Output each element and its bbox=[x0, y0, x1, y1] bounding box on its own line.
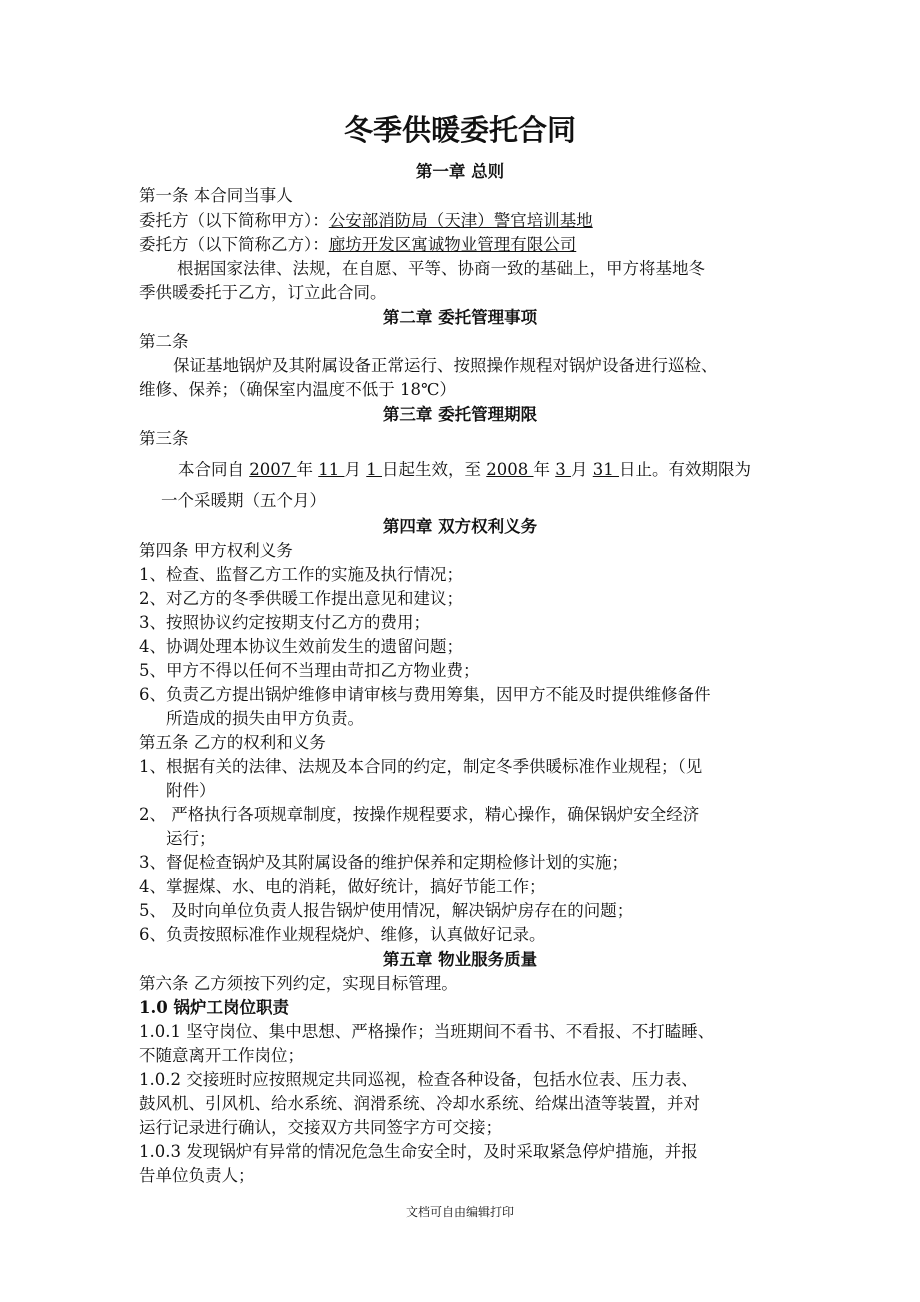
start-day: 1 bbox=[366, 460, 382, 479]
start-year: 2007 bbox=[249, 460, 297, 479]
term-line-1 bbox=[178, 458, 838, 482]
chapter-4-heading: 第四章 双方权利义务 bbox=[382, 517, 538, 536]
article-3: 第三条 bbox=[139, 429, 189, 448]
list-item-continuation: 运行； bbox=[166, 829, 216, 848]
article-1: 第一条 本合同当事人 bbox=[139, 186, 293, 205]
clause-1-0-2-line-1: 1.0.2 交接班时应按照规定共同巡视，检查各种设备，包括水位表、压力表、 bbox=[139, 1070, 698, 1089]
term-text: 本合同自 bbox=[178, 460, 250, 479]
list-item: 6、负责按照标准作业规程烧炉、维修，认真做好记录。 bbox=[139, 925, 546, 944]
start-month: 11 bbox=[318, 460, 345, 479]
article-5: 第五条 乙方的权利和义务 bbox=[139, 733, 326, 752]
preamble-line-1: 根据国家法律、法规，在自愿、平等、协商一致的基础上，甲方将基地冬 bbox=[177, 259, 705, 278]
list-item: 4、协调处理本协议生效前发生的遗留问题； bbox=[139, 637, 463, 656]
term-text: 月 bbox=[344, 460, 367, 479]
clause-1-0-3-line-2: 告单位负责人； bbox=[139, 1166, 255, 1185]
end-year: 2008 bbox=[486, 460, 534, 479]
page-footer: 文档可自由编辑打印 bbox=[405, 1205, 514, 1219]
clause-1-0-1-line-1: 1.0.1 坚守岗位、集中思想、严格操作；当班期间不看书、不看报、不打瞌睡、 bbox=[139, 1022, 715, 1041]
party-a-line bbox=[139, 209, 799, 233]
list-item: 1、检查、监督乙方工作的实施及执行情况； bbox=[139, 565, 463, 584]
clause-1-0-2-line-3: 运行记录进行确认，交接双方共同签字方可交接； bbox=[139, 1118, 502, 1137]
chapter-2-heading: 第二章 委托管理事项 bbox=[382, 308, 538, 327]
article-6: 第六条 乙方须按下列约定，实现目标管理。 bbox=[139, 974, 458, 993]
party-b-line bbox=[139, 233, 799, 257]
chapter-1-heading: 第一章 总则 bbox=[415, 162, 505, 181]
article-2-line-1: 保证基地锅炉及其附属设备正常运行、按照操作规程对锅炉设备进行巡检、 bbox=[173, 356, 718, 375]
term-text: 月 bbox=[571, 460, 593, 479]
list-item: 2、 严格执行各项规章制度，按操作规程要求，精心操作，确保锅炉安全经济 bbox=[139, 805, 700, 824]
article-2-line-2: 维修、保养；（确保室内温度不低于 18℃） bbox=[139, 380, 456, 399]
term-text: 日止。有效期限为 bbox=[619, 460, 751, 479]
article-2: 第二条 bbox=[139, 332, 189, 351]
list-item: 3、督促检查锅炉及其附属设备的维护保养和定期检修计划的实施； bbox=[139, 853, 628, 872]
clause-1-0-3-line-1: 1.0.3 发现锅炉有异常的情况危急生命安全时，及时采取紧急停炉措施，并报 bbox=[139, 1142, 698, 1161]
list-item: 5、甲方不得以任何不当理由苛扣乙方物业费； bbox=[139, 661, 480, 680]
section-1-0-heading: 1.0 锅炉工岗位职责 bbox=[139, 998, 289, 1017]
list-item: 4、掌握煤、水、电的消耗，做好统计，搞好节能工作； bbox=[139, 877, 546, 896]
preamble-line-2: 季供暖委托于乙方，订立此合同。 bbox=[139, 283, 387, 302]
party-a-label: 委托方（以下简称甲方）： bbox=[139, 211, 329, 230]
party-b-label: 委托方（以下简称乙方）： bbox=[139, 235, 329, 254]
list-item: 5、 及时向单位负责人报告锅炉使用情况，解决锅炉房存在的问题； bbox=[139, 901, 634, 920]
clause-1-0-1-line-2: 不随意离开工作岗位； bbox=[139, 1046, 304, 1065]
clause-1-0-2-line-2: 鼓风机、引风机、给水系统、润滑系统、冷却水系统、给煤出渣等装置，并对 bbox=[139, 1094, 700, 1113]
list-item: 1、根据有关的法律、法规及本合同的约定，制定冬季供暖标准作业规程；（见 bbox=[139, 757, 703, 776]
list-item: 3、按照协议约定按期支付乙方的费用； bbox=[139, 613, 430, 632]
article-4: 第四条 甲方权利义务 bbox=[139, 541, 293, 560]
list-item-continuation: 所造成的损失由甲方负责。 bbox=[166, 709, 364, 728]
list-item: 2、对乙方的冬季供暖工作提出意见和建议； bbox=[139, 589, 463, 608]
end-day: 31 bbox=[592, 460, 619, 479]
list-item: 6、负责乙方提出锅炉维修申请审核与费用筹集，因甲方不能及时提供维修备件 bbox=[139, 685, 711, 704]
chapter-5-heading: 第五章 物业服务质量 bbox=[382, 950, 538, 969]
party-a-name: 公安部消防局（天津）警官培训基地 bbox=[328, 211, 593, 230]
term-text: 年 bbox=[296, 460, 319, 479]
term-line-2: 一个采暖期（五个月） bbox=[161, 491, 326, 510]
party-b-name: 廊坊开发区寓诚物业管理有限公司 bbox=[328, 235, 577, 254]
chapter-3-heading: 第三章 委托管理期限 bbox=[382, 405, 538, 424]
list-item-continuation: 附件） bbox=[166, 781, 216, 800]
term-text: 年 bbox=[533, 460, 556, 479]
end-month: 3 bbox=[555, 460, 571, 479]
term-text: 日起生效，至 bbox=[382, 460, 487, 479]
document-title: 冬季供暖委托合同 bbox=[343, 113, 576, 147]
